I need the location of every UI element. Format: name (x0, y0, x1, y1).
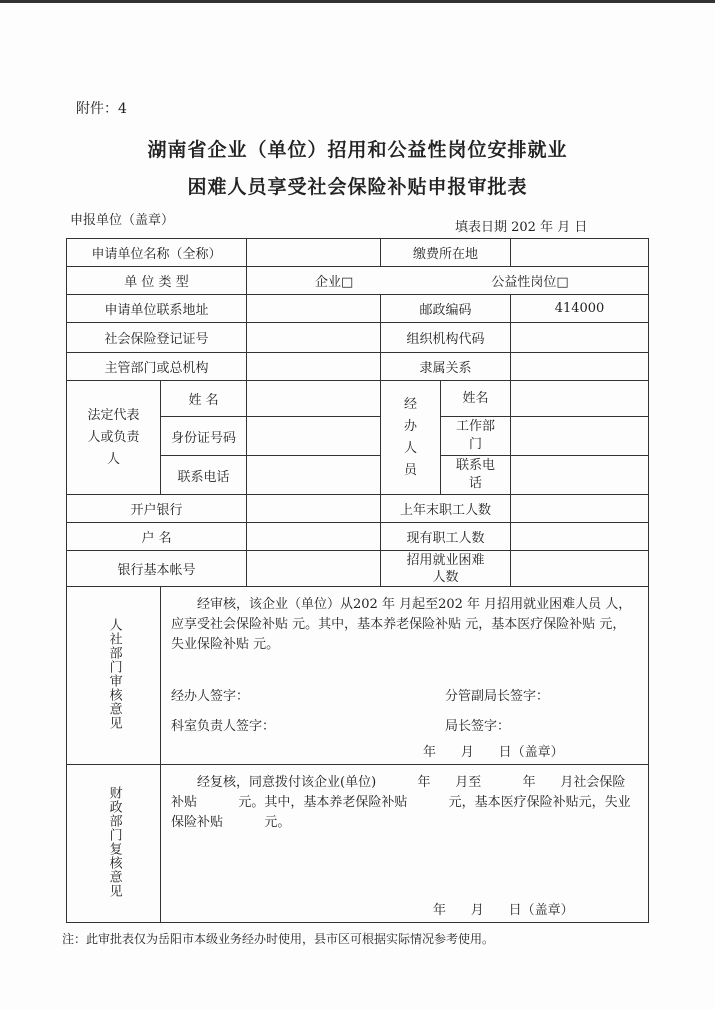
attachment-label: 附件：4 (76, 101, 127, 117)
field-rep-name[interactable] (247, 381, 381, 417)
label-last-year-staff: 上年末职工人数 (381, 495, 511, 523)
label-id-no: 身份证号码 (161, 417, 247, 456)
field-rep-phone[interactable] (247, 456, 381, 495)
field-handler-dept[interactable] (511, 417, 649, 456)
label-handler-phone: 联系电话 (441, 456, 511, 495)
scan-edge (0, 0, 715, 3)
label-rep-name: 姓 名 (161, 381, 247, 417)
application-form (66, 238, 649, 923)
field-social-reg[interactable] (247, 323, 381, 353)
hr-director-sign: 局长签字： (445, 719, 511, 734)
fill-date: 填表日期 202 年 月 日 (455, 220, 588, 235)
field-handler-name[interactable] (511, 381, 649, 417)
hr-deputy-sign: 分管副局长签字： (445, 689, 550, 704)
finance-label-cell (67, 765, 161, 923)
hr-review-label: 人社部门审核意见 (106, 617, 122, 730)
footnote: 注：此审批表仅为岳阳市本级业务经办时使用，县市区可根据实际情况参考使用。 (62, 932, 495, 946)
label-address: 申请单位联系地址 (67, 295, 247, 323)
field-unit-name[interactable] (247, 239, 381, 267)
field-pay-place[interactable] (511, 239, 649, 267)
label-social-reg: 社会保险登记证号 (67, 323, 247, 353)
label-bank: 开户银行 (67, 495, 247, 523)
hr-label-cell (67, 587, 161, 765)
label-hired: 招用就业困难人数 (381, 551, 511, 587)
label-postcode: 邮政编码 (381, 295, 511, 323)
finance-review-label: 财政部门复核意见 (106, 785, 122, 898)
unit-type-options (247, 267, 649, 295)
label-unit-name: 申请单位名称（全称） (67, 239, 247, 267)
label-rep-phone: 联系电话 (161, 456, 247, 495)
title-line-1: 湖南省企业（单位）招用和公益性岗位安排就业 (147, 139, 568, 161)
hr-section-sign: 科室负责人签字： (171, 719, 276, 734)
label-handler-dept: 工作部门 (441, 417, 511, 456)
field-affiliation[interactable] (511, 353, 649, 381)
field-hired[interactable] (511, 551, 649, 587)
label-unit-type: 单 位 类 型 (67, 267, 247, 295)
field-id-no[interactable] (247, 417, 381, 456)
field-handler-phone[interactable] (511, 456, 649, 495)
field-supervisor[interactable] (247, 353, 381, 381)
field-address[interactable] (247, 295, 381, 323)
field-last-year-staff[interactable] (511, 495, 649, 523)
checkbox-public-post[interactable]: 公益性岗位□ (491, 275, 569, 290)
label-pay-place: 缴费所在地 (381, 239, 511, 267)
applicant-unit: 申报单位（盖章） (70, 213, 175, 228)
label-bank-account: 银行基本帐号 (67, 551, 247, 587)
field-current-staff[interactable] (511, 523, 649, 551)
label-handler: 经办人员 (381, 381, 441, 495)
label-org-code: 组织机构代码 (381, 323, 511, 353)
field-postcode[interactable]: 414000 (511, 295, 649, 323)
label-handler-name: 姓名 (441, 381, 511, 417)
finance-review-text: 经复核，同意拨付该企业(单位) 年 月至 年 月社会保险补贴 元。其中，基本养老保险补贴 元，基本医疗保险补贴元，失业保险补贴 元。 (171, 775, 631, 830)
label-supervisor: 主管部门或总机构 (67, 353, 247, 381)
field-account-name[interactable] (247, 523, 381, 551)
finance-review-cell (161, 765, 649, 923)
hr-handler-sign: 经办人签字： (171, 689, 250, 704)
label-current-staff: 现有职工人数 (381, 523, 511, 551)
field-org-code[interactable] (511, 323, 649, 353)
finance-date: 年 月 日（盖章） (433, 903, 574, 918)
title-line-2: 困难人员享受社会保险补贴申报审批表 (187, 176, 528, 198)
hr-review-cell (161, 587, 649, 765)
field-bank-account[interactable] (247, 551, 381, 587)
label-account-name: 户 名 (67, 523, 247, 551)
label-legal-rep: 法定代表人或负责人 (67, 381, 161, 495)
checkbox-enterprise[interactable]: 企业□ (315, 275, 354, 290)
hr-date: 年 月 日（盖章） (423, 745, 564, 760)
hr-review-text: 经审核，该企业（单位）从202 年 月起至202 年 月招用就业困难人员 人，应享受社会保险补贴 元。其中，基本养老保险补贴 元，基本医疗保险补贴 元，失业保险补贴 元。 (171, 597, 632, 652)
field-bank[interactable] (247, 495, 381, 523)
label-affiliation: 隶属关系 (381, 353, 511, 381)
